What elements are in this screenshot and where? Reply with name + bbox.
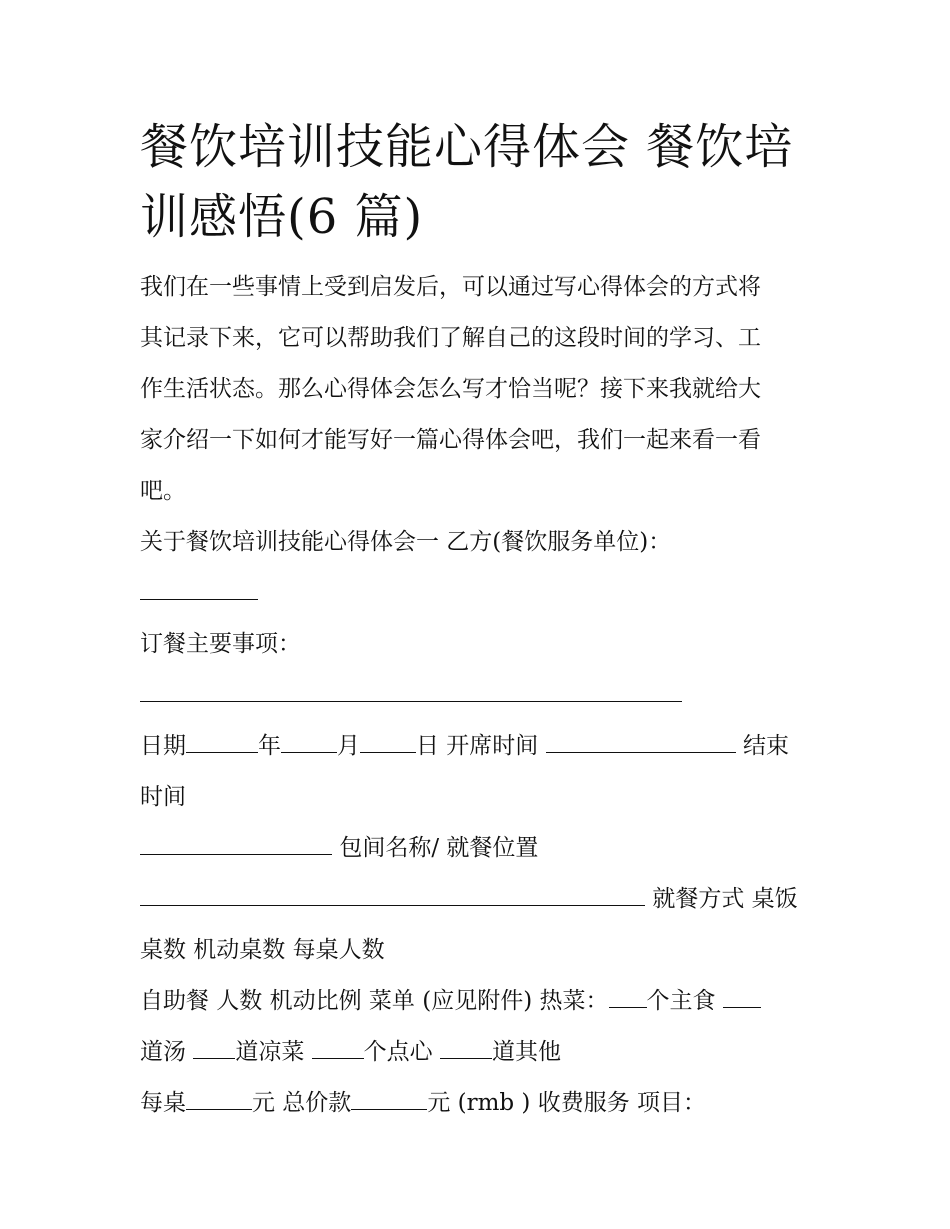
per-table-label: 每桌: [140, 1090, 186, 1116]
intro-line: 作生活状态。那么心得体会怎么写才恰当呢？接下来我就给大: [140, 376, 761, 402]
section-heading-text: 关于餐饮培训技能心得体会一 乙方(餐饮服务单位)：: [140, 529, 672, 555]
price-line: [140, 1078, 820, 1129]
soup-label: 道汤: [140, 1039, 186, 1065]
buffet-label: 自助餐 人数 机动比例 菜单 (应见附件) 热菜：: [140, 988, 609, 1014]
title-line-1: 餐饮培训技能心得体会 餐饮培: [140, 119, 794, 175]
date-blank[interactable]: [186, 732, 258, 753]
intro-line: 我们在一些事情上受到启发后，可以通过写心得体会的方式将: [140, 274, 761, 300]
start-time-label: 日 开席时间: [416, 733, 539, 759]
document-title: [140, 112, 820, 252]
year-blank[interactable]: [281, 732, 337, 753]
document-page: [140, 112, 820, 1129]
dishes-line: [140, 1027, 820, 1078]
title-line-2: 训感悟(6 篇): [140, 189, 424, 245]
total-price-blank[interactable]: [351, 1089, 427, 1110]
time-label: 时间: [140, 784, 186, 810]
section-heading: [140, 517, 820, 568]
start-time-blank[interactable]: [546, 732, 736, 753]
room-label: 包间名称/ 就餐位置: [339, 835, 539, 861]
table-count-label: 桌数 机动桌数 每桌人数: [140, 937, 385, 963]
intro-line: 吧。: [140, 478, 186, 504]
end-time-blank[interactable]: [140, 834, 332, 855]
table-line: [140, 925, 820, 976]
order-items-text: 订餐主要事项：: [140, 631, 301, 657]
end-label: 结束: [742, 733, 789, 759]
staple-blank[interactable]: [723, 987, 761, 1008]
soup-blank[interactable]: [193, 1038, 235, 1059]
service-items-label: 元 (rmb ) 收费服务 项目：: [427, 1090, 707, 1116]
room-line: [140, 823, 820, 874]
cold-dish-blank[interactable]: [312, 1038, 364, 1059]
intro-line: 其记录下来，它可以帮助我们了解自己的这段时间的学习、工: [140, 325, 761, 351]
order-items-blank-line: [140, 670, 820, 721]
dining-method-line: [140, 874, 820, 925]
order-items-blank[interactable]: [140, 681, 682, 702]
dining-method-label: 就餐方式 桌饭: [652, 886, 798, 912]
month-label: 月: [337, 733, 360, 759]
cold-dish-label: 道凉菜: [235, 1039, 305, 1065]
buffet-line: [140, 976, 820, 1027]
order-items-label: [140, 619, 820, 670]
room-blank[interactable]: [140, 885, 645, 906]
total-price-label: 元 总价款: [252, 1090, 352, 1116]
party-b-blank-line: [140, 568, 820, 619]
month-blank[interactable]: [360, 732, 416, 753]
year-label: 年: [258, 733, 281, 759]
per-table-blank[interactable]: [186, 1089, 252, 1110]
dessert-blank[interactable]: [440, 1038, 492, 1059]
date-line: [140, 721, 820, 772]
intro-paragraph: [140, 262, 820, 517]
date-label: 日期: [140, 733, 186, 759]
dessert-label: 个点心: [363, 1039, 433, 1065]
other-label: 道其他: [491, 1039, 561, 1065]
staple-label: 个主食: [646, 988, 716, 1014]
time-label-line: [140, 772, 820, 823]
party-b-blank[interactable]: [140, 579, 258, 600]
intro-line: 家介绍一下如何才能写好一篇心得体会吧，我们一起来看一看: [140, 427, 761, 453]
hot-dish-blank[interactable]: [609, 987, 647, 1008]
